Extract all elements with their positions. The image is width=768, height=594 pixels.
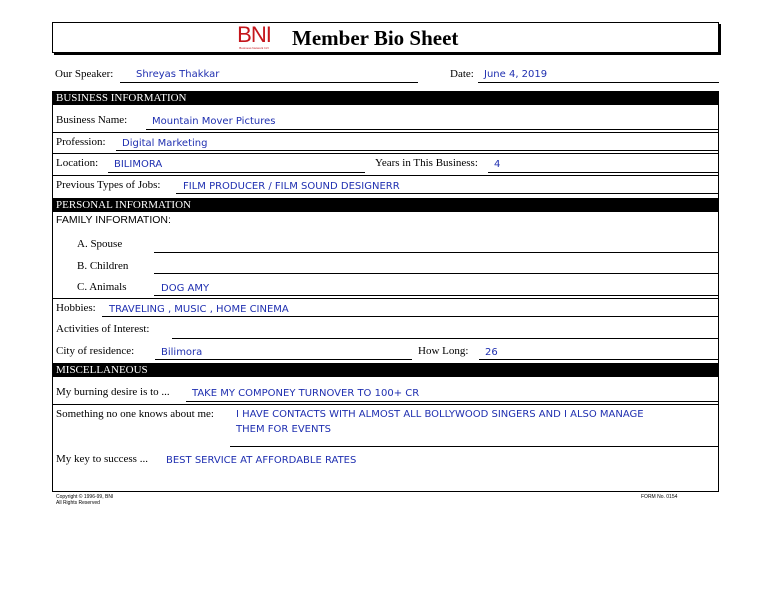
years-underline — [488, 172, 718, 173]
speaker-label: Our Speaker: — [55, 68, 114, 80]
bni-logo-subtext: Business Network Int'l — [239, 46, 269, 50]
animals-label: C. Animals — [77, 281, 127, 293]
misc-heading: MISCELLANEOUS — [52, 363, 719, 377]
business-info-heading: BUSINESS INFORMATION — [52, 91, 719, 105]
row-divider — [52, 404, 719, 405]
years-label: Years in This Business: — [375, 157, 478, 169]
business-name-label: Business Name: — [56, 114, 128, 126]
location-underline — [108, 172, 365, 173]
children-label: B. Children — [77, 260, 129, 272]
activities-label: Activities of Interest: — [56, 323, 150, 335]
howlong-underline — [479, 359, 718, 360]
date-value[interactable]: June 4, 2019 — [484, 69, 548, 80]
hobbies-underline — [102, 316, 718, 317]
family-info-label: FAMILY INFORMATION: — [56, 214, 171, 226]
row-divider — [52, 298, 719, 299]
city-underline — [155, 359, 412, 360]
row-divider — [52, 132, 719, 133]
profession-value[interactable]: Digital Marketing — [122, 138, 208, 149]
copyright-line2: All Rights Reserved — [56, 500, 100, 506]
bni-logo — [233, 24, 275, 50]
business-name-value[interactable]: Mountain Mover Pictures — [152, 116, 276, 127]
animals-underline — [154, 295, 718, 296]
speaker-underline — [120, 82, 418, 83]
form-right-border — [718, 91, 719, 492]
spouse-label: A. Spouse — [77, 238, 123, 250]
city-value[interactable]: Bilimora — [161, 347, 203, 358]
desire-label: My burning desire is to ... — [56, 386, 170, 398]
copyright — [56, 494, 113, 506]
business-name-underline — [146, 129, 718, 130]
hobbies-label: Hobbies: — [56, 302, 96, 314]
secret-value-line1[interactable]: I HAVE CONTACTS WITH ALMOST ALL BOLLYWOOD SINGERS AND I ALSO MANAGE — [236, 409, 644, 420]
prev-jobs-label: Previous Types of Jobs: — [56, 179, 161, 191]
profession-underline — [116, 150, 718, 151]
bni-logo-text: BNI — [237, 22, 271, 47]
form-number: FORM No. 0154 — [641, 494, 678, 500]
prev-jobs-value[interactable]: FILM PRODUCER / FILM SOUND DESIGNERR — [183, 181, 400, 192]
city-label: City of residence: — [56, 345, 135, 357]
copyright-line1: Copyright © 1996-99, BNI — [56, 494, 114, 500]
desire-value[interactable]: TAKE MY COMPONEY TURNOVER TO 100+ CR — [192, 388, 420, 399]
date-underline — [478, 82, 719, 83]
secret-underline — [230, 446, 718, 447]
howlong-label: How Long: — [418, 345, 469, 357]
speaker-value[interactable]: Shreyas Thakkar — [136, 69, 220, 80]
years-value[interactable]: 4 — [494, 159, 501, 170]
form-bottom-border — [52, 491, 719, 492]
date-label: Date: — [450, 68, 474, 80]
location-label: Location: — [56, 157, 99, 169]
prev-jobs-underline — [176, 193, 718, 194]
hobbies-value[interactable]: TRAVELING , MUSIC , HOME CINEMA — [109, 304, 289, 315]
key-value[interactable]: BEST SERVICE AT AFFORDABLE RATES — [166, 455, 357, 466]
row-divider — [52, 175, 719, 176]
activities-underline — [172, 338, 718, 339]
howlong-value[interactable]: 26 — [485, 347, 498, 358]
profession-label: Profession: — [56, 136, 106, 148]
secret-label: Something no one knows about me: — [56, 408, 214, 420]
row-divider — [52, 153, 719, 154]
page-title: Member Bio Sheet — [292, 26, 459, 50]
location-value[interactable]: BILIMORA — [114, 159, 163, 170]
spouse-underline — [154, 252, 718, 253]
desire-underline — [186, 401, 718, 402]
secret-value-line2[interactable]: THEM FOR EVENTS — [236, 424, 331, 435]
personal-info-heading: PERSONAL INFORMATION — [52, 198, 719, 212]
form-left-border — [52, 91, 53, 492]
key-label: My key to success ... — [56, 453, 148, 465]
children-underline — [154, 273, 718, 274]
animals-value[interactable]: DOG AMY — [161, 283, 210, 294]
